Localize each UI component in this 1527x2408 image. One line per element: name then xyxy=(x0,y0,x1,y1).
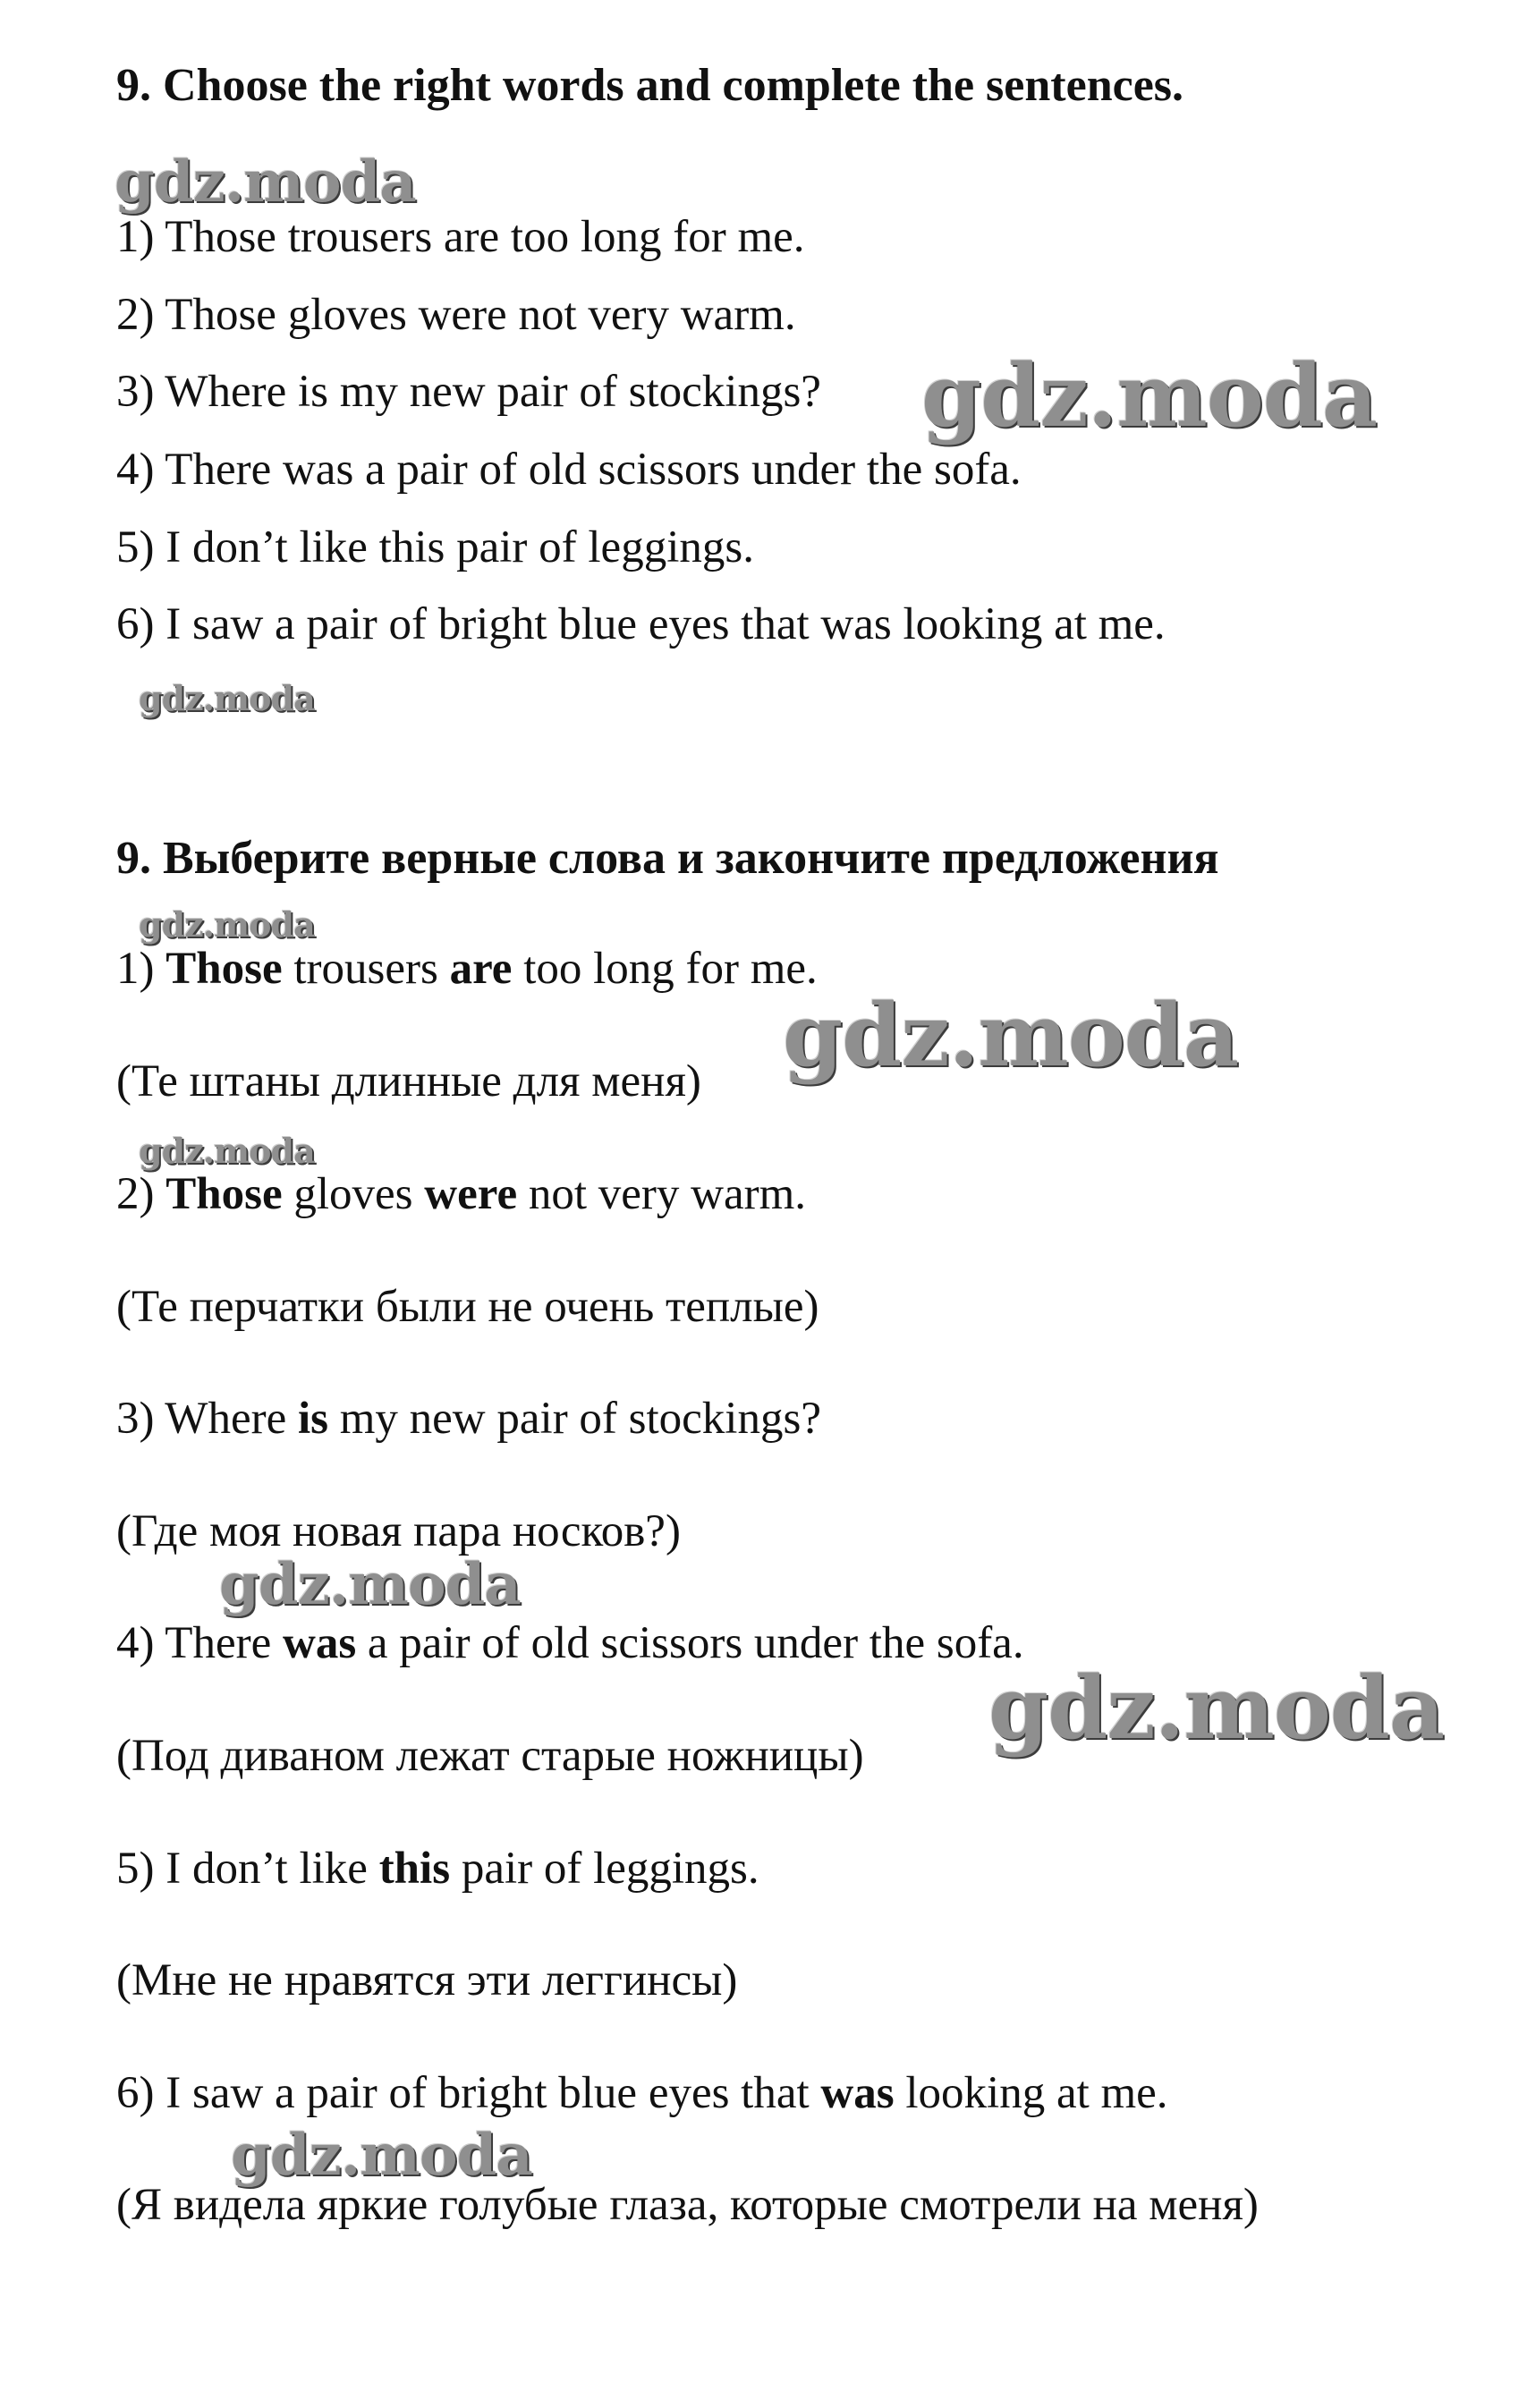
watermark: gdz.moda xyxy=(921,345,1378,446)
watermark: gdz.moda xyxy=(219,1551,521,1618)
english-sentence-2: 2) Those gloves were not very warm. xyxy=(116,290,796,340)
watermark: gdz.moda xyxy=(115,148,416,216)
watermark: gdz.moda xyxy=(139,678,315,718)
english-sentence-3: 3) Where is my new pair of stockings? xyxy=(116,367,821,417)
answer-2-sentence: 2) Those gloves were not very warm. xyxy=(116,1169,807,1219)
answer-1-translation: (Те штаны длинные для меня) xyxy=(116,1056,701,1106)
answer-3-translation: (Где моя новая пара носков?) xyxy=(116,1506,681,1556)
english-sentence-5: 5) I don’t like this pair of leggings. xyxy=(116,522,754,572)
watermark: gdz.moda xyxy=(783,985,1239,1086)
answer-6-sentence: 6) I saw a pair of bright blue eyes that was looking at me. xyxy=(116,2068,1168,2118)
answer-3-sentence: 3) Where is my new pair of stockings? xyxy=(116,1394,821,1444)
answer-5-sentence: 5) I don’t like this pair of leggings. xyxy=(116,1844,759,1894)
russian-heading: 9. Выберите верные слова и закончите предложения xyxy=(116,833,1219,884)
watermark: gdz.moda xyxy=(139,904,315,945)
watermark: gdz.moda xyxy=(988,1658,1445,1759)
answer-2-translation: (Те перчатки были не очень теплые) xyxy=(116,1282,819,1332)
watermark: gdz.moda xyxy=(139,1131,315,1171)
english-sentence-6: 6) I saw a pair of bright blue eyes that was looking at me. xyxy=(116,599,1166,649)
answer-5-translation: (Мне не нравятся эти леггинсы) xyxy=(116,1955,738,2005)
answer-4-sentence: 4) There was a pair of old scissors under the sofa. xyxy=(116,1618,1024,1668)
answer-4-translation: (Под диваном лежат старые ножницы) xyxy=(116,1731,864,1781)
english-heading: 9. Choose the right words and complete the sentences. xyxy=(116,60,1184,111)
answer-1-sentence: 1) Those trousers are too long for me. xyxy=(116,944,818,994)
english-sentence-1: 1) Those trousers are too long for me. xyxy=(116,212,805,262)
english-sentence-4: 4) There was a pair of old scissors under the sofa. xyxy=(116,445,1022,495)
answer-6-translation: (Я видела яркие голубые глаза, которые смотрели на меня) xyxy=(116,2180,1259,2230)
watermark: gdz.moda xyxy=(231,2122,532,2189)
